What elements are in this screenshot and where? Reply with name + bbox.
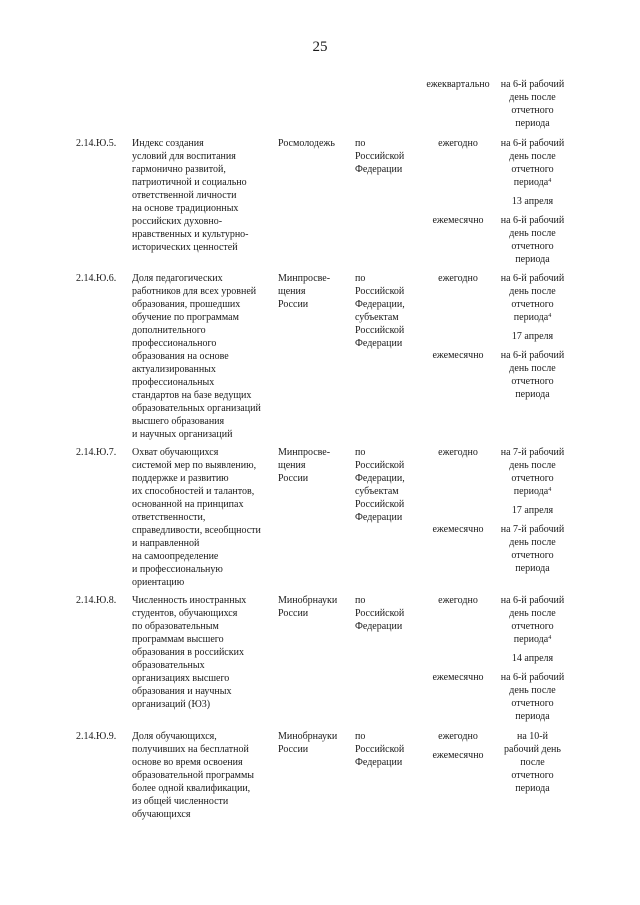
deadline-text: периода	[513, 312, 549, 323]
territory-cell	[355, 446, 425, 524]
deadline-line: на 6-й рабочий	[500, 138, 565, 149]
indicator-name-line: обучение по программам	[132, 312, 239, 323]
indicator-name-line: из общей численности	[132, 796, 229, 807]
agency-line: России	[278, 744, 309, 755]
footnote-mark: 4	[548, 635, 552, 641]
indicator-name-cell	[132, 446, 277, 589]
frequency-cell	[424, 137, 492, 227]
deadline-line: рабочий день	[504, 744, 561, 755]
indicator-name-cell	[132, 272, 277, 441]
frequency: ежемесячно	[432, 215, 484, 226]
deadline-line: периода	[515, 254, 550, 265]
indicator-name-line: дополнительного	[132, 325, 206, 336]
deadline-line: на 6-й рабочий	[500, 215, 565, 226]
deadline-line: отчетного	[511, 698, 554, 709]
territory-line: по	[355, 138, 366, 149]
frequency: ежемесячно	[432, 350, 484, 361]
deadline-line: на 6-й рабочий	[500, 672, 565, 683]
deadline-line: отчетного	[511, 299, 554, 310]
territory-line: Российской	[355, 744, 405, 755]
footnote-mark: 4	[548, 313, 552, 319]
frequency-cell	[424, 730, 492, 762]
indicator-name-line: организаций (Ю3)	[132, 699, 211, 710]
deadline-cell	[495, 594, 570, 723]
indicator-name-line: основе во время освоения	[132, 757, 243, 768]
deadline-line: на 10-й	[517, 731, 548, 742]
deadline-line: на 6-й рабочий	[500, 79, 565, 90]
frequency-cell	[424, 272, 492, 362]
territory-line: Российской	[355, 460, 405, 471]
agency-line: России	[278, 299, 309, 310]
territory-line: Российской	[355, 325, 405, 336]
territory-line: по	[355, 273, 366, 284]
deadline-line: периода	[515, 118, 550, 129]
deadline-line: отчетного	[511, 105, 554, 116]
agency-cell	[278, 446, 348, 485]
indicator-name-line: актуализированных	[132, 364, 216, 375]
deadline-line: день после	[509, 460, 556, 471]
deadline-line: день после	[509, 151, 556, 162]
deadline-line: день после	[509, 363, 556, 374]
indicator-name-line: получивших на бесплатной	[132, 744, 249, 755]
agency-cell	[278, 137, 348, 150]
indicator-name-line: их способностей и талантов,	[132, 486, 255, 497]
indicator-name-line: справедливости, всеобщности	[132, 525, 261, 536]
agency-line: щения	[278, 286, 306, 297]
agency-cell	[278, 272, 348, 311]
territory-line: по	[355, 595, 366, 606]
frequency: ежеквартально	[426, 79, 490, 90]
indicator-name-line: образования на основе	[132, 351, 229, 362]
deadline-date: 14 апреля	[511, 653, 554, 664]
indicator-name-line: Численность иностранных	[132, 595, 247, 606]
deadline-line: на 6-й рабочий	[500, 595, 565, 606]
indicator-name-line: образовательных организаций	[132, 403, 261, 414]
deadline-date: 17 апреля	[511, 505, 554, 516]
indicator-name-cell	[132, 730, 277, 821]
territory-line: Федерации,	[355, 299, 405, 310]
frequency: ежемесячно	[432, 672, 484, 683]
territory-line: Федерации	[355, 757, 403, 768]
territory-line: субъектам	[355, 486, 399, 497]
indicator-name-line: профессионального	[132, 338, 217, 349]
indicator-code: 2.14.Ю.5.	[76, 138, 117, 149]
indicator-name-cell	[132, 594, 277, 711]
deadline-date: 13 апреля	[511, 196, 554, 207]
indicator-code: 2.14.Ю.9.	[76, 731, 117, 742]
indicator-name-line: патриотичной и социально	[132, 177, 247, 188]
indicator-name-line: обучающихся	[132, 809, 191, 820]
territory-cell	[355, 730, 425, 769]
deadline-line	[495, 633, 570, 646]
deadline-line: отчетного	[511, 241, 554, 252]
deadline-cell	[495, 446, 570, 575]
deadline-line	[495, 485, 570, 498]
deadline-date: 17 апреля	[511, 331, 554, 342]
frequency-cell	[424, 78, 492, 91]
territory-cell	[355, 272, 425, 350]
indicator-name-line: исторических ценностей	[132, 242, 238, 253]
deadline-line	[495, 176, 570, 189]
deadline-line: периода	[515, 711, 550, 722]
indicator-name-line: образовательной программы	[132, 770, 255, 781]
frequency: ежегодно	[438, 731, 478, 742]
indicator-name-line: гармонично развитой,	[132, 164, 226, 175]
indicator-code: 2.14.Ю.6.	[76, 273, 117, 284]
territory-cell	[355, 594, 425, 633]
agency-line: Минпросве-	[278, 273, 331, 284]
deadline-cell	[495, 137, 570, 266]
agency-line: щения	[278, 460, 306, 471]
deadline-line: отчетного	[511, 550, 554, 561]
deadline-line: отчетного	[511, 473, 554, 484]
footnote-mark: 4	[548, 178, 552, 184]
indicator-name-cell	[132, 137, 277, 254]
deadline-line: на 6-й рабочий	[500, 350, 565, 361]
agency-cell	[278, 594, 348, 620]
deadline-line: периода	[515, 783, 550, 794]
indicator-name-line: Охват обучающихся	[132, 447, 219, 458]
indicator-name-line: системой мер по выявлению,	[132, 460, 257, 471]
deadline-text: периода	[513, 177, 549, 188]
indicator-name-line: образования и научных	[132, 686, 232, 697]
indicator-name-line: ответственности,	[132, 512, 206, 523]
agency-line: Минпросве-	[278, 447, 331, 458]
deadline-line: на 7-й рабочий	[500, 524, 565, 535]
indicator-name-line: программам высшего	[132, 634, 224, 645]
territory-line: Федерации	[355, 338, 403, 349]
territory-line: Российской	[355, 286, 405, 297]
deadline-line: отчетного	[511, 164, 554, 175]
indicator-name-line: ориентацию	[132, 577, 185, 588]
indicator-name-line: ответственной личности	[132, 190, 237, 201]
indicator-name-line: организациях высшего	[132, 673, 230, 684]
deadline-line: периода	[515, 563, 550, 574]
footnote-mark: 4	[548, 487, 552, 493]
deadline-cell	[495, 272, 570, 401]
indicator-name-line: поддержке и развитию	[132, 473, 229, 484]
indicator-name-line: российских духовно-	[132, 216, 223, 227]
agency-line: Минобрнауки	[278, 595, 338, 606]
indicator-name-line: стандартов на базе ведущих	[132, 390, 252, 401]
indicator-name-line: высшего образования	[132, 416, 225, 427]
frequency-cell	[424, 594, 492, 684]
deadline-line: на 6-й рабочий	[500, 273, 565, 284]
indicator-name-line: на основе традиционных	[132, 203, 239, 214]
agency-cell	[278, 730, 348, 756]
indicator-name-line: и направленной	[132, 538, 200, 549]
deadline-text: периода	[513, 634, 549, 645]
indicator-name-line: Доля педагогических	[132, 273, 223, 284]
deadline-line: периода	[515, 389, 550, 400]
agency-line: Минобрнауки	[278, 731, 338, 742]
deadline-line: на 7-й рабочий	[500, 447, 565, 458]
frequency: ежемесячно	[432, 524, 484, 535]
indicator-name-line: условий для воспитания	[132, 151, 236, 162]
deadline-line: день после	[509, 228, 556, 239]
deadline-line: день после	[509, 92, 556, 103]
indicator-name-line: и научных организаций	[132, 429, 233, 440]
frequency: ежегодно	[438, 138, 478, 149]
indicator-name-line: образовательных	[132, 660, 205, 671]
indicator-name-line: студентов, обучающихся	[132, 608, 238, 619]
deadline-line	[495, 311, 570, 324]
frequency: ежегодно	[438, 595, 478, 606]
indicator-name-line: образования в российских	[132, 647, 244, 658]
territory-line: Российской	[355, 151, 405, 162]
indicator-name-line: профессиональных	[132, 377, 215, 388]
indicator-name-line: нравственных и культурно-	[132, 229, 249, 240]
deadline-cell	[495, 78, 570, 130]
territory-line: Российской	[355, 499, 405, 510]
territory-line: по	[355, 447, 366, 458]
indicator-code: 2.14.Ю.7.	[76, 447, 117, 458]
indicator-name-line: по образовательным	[132, 621, 219, 632]
indicator-name-line: и профессиональную	[132, 564, 223, 575]
indicator-name-line: работников для всех уровней	[132, 286, 257, 297]
deadline-line: день после	[509, 286, 556, 297]
agency-line: России	[278, 608, 309, 619]
frequency: ежемесячно	[432, 750, 484, 761]
agency-line: России	[278, 473, 309, 484]
territory-line: по	[355, 731, 366, 742]
deadline-line: день после	[509, 685, 556, 696]
territory-line: Федерации	[355, 512, 403, 523]
indicator-name-line: образования, прошедших	[132, 299, 241, 310]
deadline-text: периода	[513, 486, 549, 497]
indicator-name-line: Доля обучающихся,	[132, 731, 217, 742]
territory-line: Федерации	[355, 621, 403, 632]
territory-line: Федерации,	[355, 473, 405, 484]
deadline-line: отчетного	[511, 376, 554, 387]
deadline-cell	[495, 730, 570, 795]
frequency: ежегодно	[438, 447, 478, 458]
deadline-line: после	[520, 757, 545, 768]
territory-line: Российской	[355, 608, 405, 619]
page-number: 25	[312, 39, 328, 55]
deadline-line: день после	[509, 537, 556, 548]
indicator-name-line: на самоопределение	[132, 551, 219, 562]
deadline-line: отчетного	[511, 770, 554, 781]
territory-line: Федерации	[355, 164, 403, 175]
deadline-line: день после	[509, 608, 556, 619]
deadline-line: отчетного	[511, 621, 554, 632]
indicator-name-line: основанной на принципах	[132, 499, 244, 510]
territory-cell	[355, 137, 425, 176]
indicator-code: 2.14.Ю.8.	[76, 595, 117, 606]
agency-line: Росмолодежь	[278, 138, 335, 149]
indicator-name-line: Индекс создания	[132, 138, 204, 149]
indicator-name-line: более одной квалификации,	[132, 783, 251, 794]
territory-line: субъектам	[355, 312, 399, 323]
frequency-cell	[424, 446, 492, 536]
frequency: ежегодно	[438, 273, 478, 284]
